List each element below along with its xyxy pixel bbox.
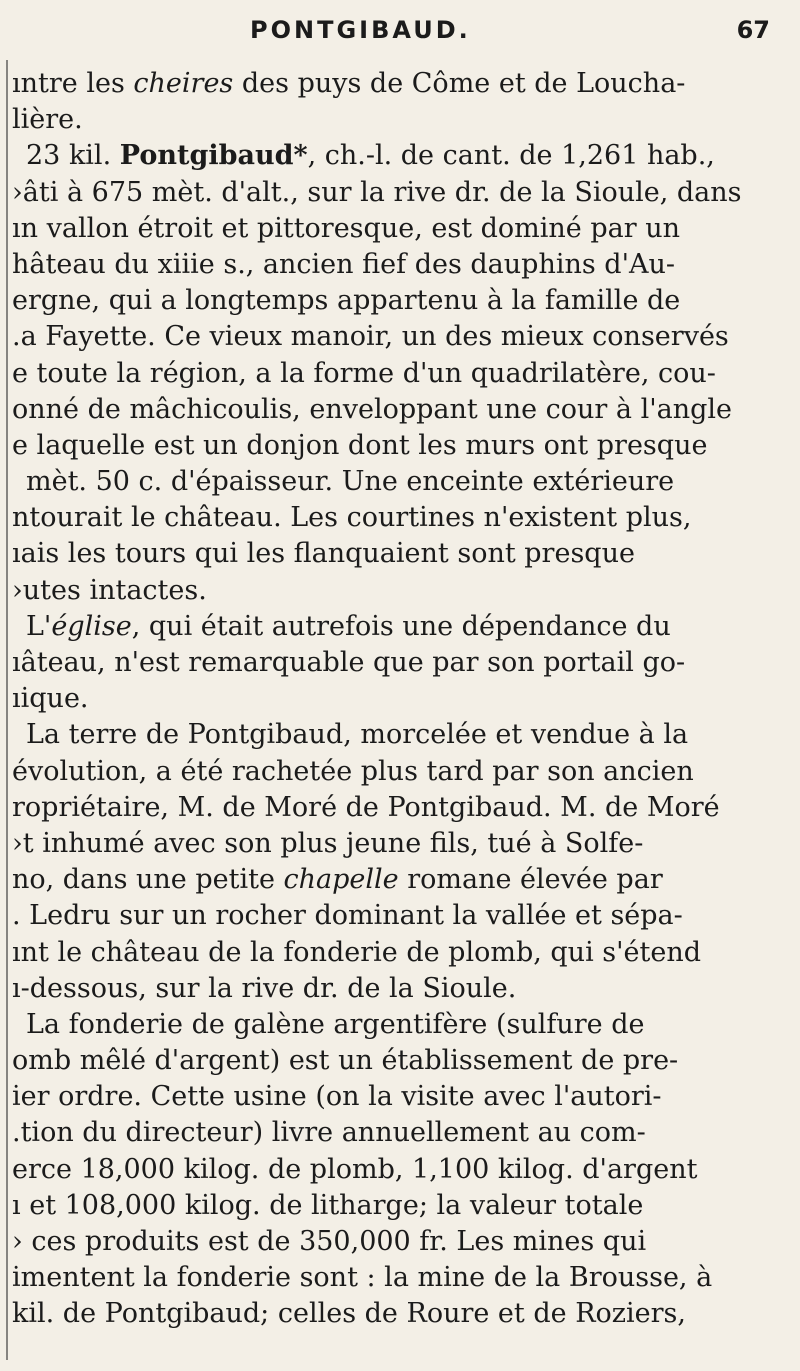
text-segment: omb mêlé d'argent) est un établissement de pre-	[12, 1045, 679, 1077]
text-segment: no, dans une petite	[12, 864, 284, 896]
text-line	[12, 138, 782, 174]
text-segment: ›utes intactes.	[12, 574, 207, 606]
text-segment: e laquelle est un donjon dont les murs ont presque	[12, 429, 708, 461]
text-segment: L'	[26, 610, 52, 642]
text-line	[12, 681, 782, 717]
text-segment: ›âti à 675 mèt. d'alt., sur la rive dr. de la Sioule, dans	[12, 176, 742, 208]
text-line	[12, 1007, 782, 1043]
text-line	[12, 1224, 782, 1260]
text-segment: ier ordre. Cette usine (on la visite avec l'autori-	[12, 1081, 662, 1113]
text-segment: imentent la fonderie sont : la mine de la Brousse, à	[12, 1262, 713, 1294]
text-line	[12, 175, 782, 211]
text-line	[12, 66, 782, 102]
text-line	[12, 1115, 782, 1151]
text-segment: ergne, qui a longtemps appartenu à la famille de	[12, 285, 681, 317]
text-segment: ropriétaire, M. de Moré de Pontgibaud. M. de Moré	[12, 791, 720, 823]
bold-term: Pontgibaud*	[119, 140, 308, 172]
text-line	[12, 1043, 782, 1079]
running-header	[250, 16, 770, 52]
text-segment: ıâteau, n'est remarquable que par son portail go-	[12, 647, 686, 678]
italic-term: cheires	[133, 68, 234, 99]
text-line	[12, 500, 782, 536]
text-line	[12, 935, 782, 971]
text-segment: mèt. 50 c. d'épaisseur. Une enceinte extérieure	[26, 466, 675, 498]
text-segment: ıique.	[12, 683, 89, 715]
page-gutter-edge	[6, 60, 8, 1360]
text-segment: ı et 108,000 kilog. de litharge; la valeur totale	[12, 1189, 644, 1221]
text-segment: ntourait le château. Les courtines n'existent plus,	[12, 502, 692, 534]
text-line	[12, 1079, 782, 1115]
running-title: PONTGIBAUD.	[250, 16, 471, 44]
text-line	[12, 609, 782, 645]
text-line	[12, 790, 782, 826]
text-line	[12, 319, 782, 355]
text-segment: hâteau du xiiie s., ancien fief des dauphins d'Au-	[12, 248, 676, 280]
text-segment: La terre de Pontgibaud, morcelée et vendue à la	[26, 719, 689, 751]
text-line	[12, 102, 782, 138]
text-line	[12, 1188, 782, 1224]
text-line	[12, 464, 782, 500]
text-segment: évolution, a été rachetée plus tard par son ancien	[12, 755, 694, 787]
text-segment: , qui était autrefois une dépendance du	[131, 610, 671, 642]
text-line	[12, 247, 782, 283]
text-line	[12, 356, 782, 392]
text-line	[12, 211, 782, 247]
text-line	[12, 536, 782, 572]
text-segment: La fonderie de galène argentifère (sulfure de	[26, 1008, 645, 1040]
page-number: 67	[736, 16, 770, 44]
text-line	[12, 392, 782, 428]
text-line	[12, 428, 782, 464]
text-segment: ›t inhumé avec son plus jeune fils, tué à Solfe-	[12, 827, 644, 859]
text-segment: onné de mâchicoulis, enveloppant une cour à l'angle	[12, 393, 733, 425]
text-line	[12, 717, 782, 753]
text-segment: lière.	[12, 104, 83, 136]
text-line	[12, 1260, 782, 1296]
text-segment: › ces produits est de 350,000 fr. Les mines qui	[12, 1226, 647, 1257]
text-line	[12, 898, 782, 934]
text-segment: e toute la région, a la forme d'un quadrilatère, cou-	[12, 357, 716, 389]
text-line	[12, 971, 782, 1007]
text-segment: 23 kil.	[26, 140, 120, 172]
body-text	[12, 66, 782, 1333]
text-segment: kil. de Pontgibaud; celles de Roure et de Roziers,	[12, 1298, 686, 1330]
italic-term: église	[51, 610, 132, 642]
text-line	[12, 754, 782, 790]
italic-term: chapelle	[283, 864, 399, 896]
text-segment: romane élevée par	[398, 864, 663, 896]
text-line	[12, 862, 782, 898]
text-segment: , ch.-l. de cant. de 1,261 hab.,	[307, 140, 715, 172]
text-line	[12, 645, 782, 681]
text-line	[12, 1152, 782, 1188]
text-segment: . Ledru sur un rocher dominant la vallée et sépa-	[12, 900, 683, 932]
text-line	[12, 1296, 782, 1332]
text-segment: ıntre les	[12, 68, 134, 99]
text-segment: .tion du directeur) livre annuellement au com-	[12, 1117, 646, 1149]
text-segment: ı-dessous, sur la rive dr. de la Sioule.	[12, 972, 517, 1004]
text-segment: ıais les tours qui les flanquaient sont presque	[12, 538, 635, 570]
text-segment: des puys de Côme et de Loucha-	[233, 68, 686, 99]
text-segment: erce 18,000 kilog. de plomb, 1,100 kilog. d'argent	[12, 1153, 698, 1185]
text-line	[12, 573, 782, 609]
text-segment: ınt le château de la fonderie de plomb, qui s'étend	[12, 936, 702, 968]
text-segment: ın vallon étroit et pittoresque, est dominé par un	[12, 212, 680, 244]
text-segment: .a Fayette. Ce vieux manoir, un des mieux conservés	[12, 321, 729, 353]
text-line	[12, 283, 782, 319]
text-line	[12, 826, 782, 862]
